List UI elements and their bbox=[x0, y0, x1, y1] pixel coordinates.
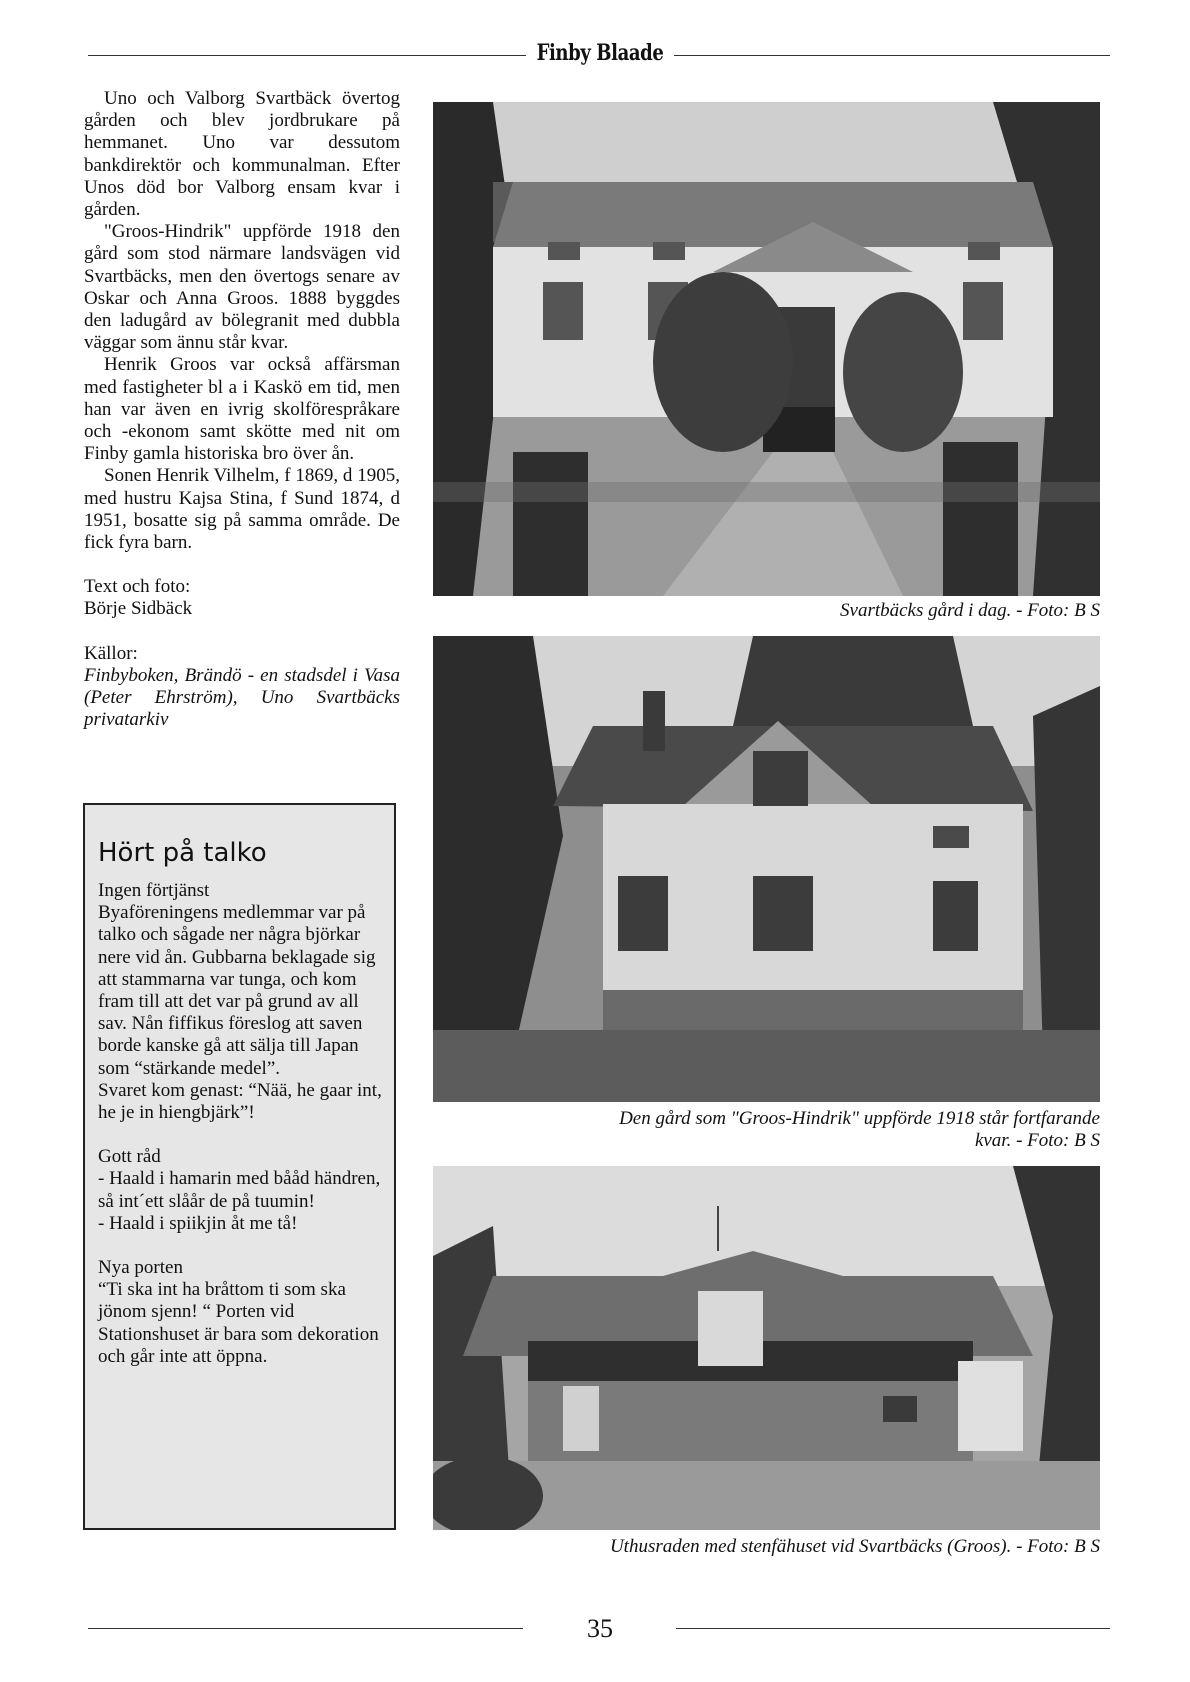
masthead: Finby Blaade bbox=[536, 40, 664, 66]
credits bbox=[84, 576, 400, 620]
footer-rule-left bbox=[88, 1628, 523, 1629]
article-paragraph: Henrik Groos var också affärsman med fastigheter bl a i Kaskö em tid, men han var även en ivrig skolförespråkare och -ekonom samt skötte med nit om Finby gamla historiska bro över ån. bbox=[84, 354, 400, 465]
photo-caption: Uthusraden med stenfähuset vid Svartbäcks (Groos). - Foto: B S bbox=[609, 1536, 1100, 1557]
talko-text: “Ti ska int ha bråttom ti som ska jönom sjenn! “ Porten vid Stationshuset är bara som dekoration och går inte att öppna. bbox=[98, 1279, 379, 1367]
talko-title: Hört på talko bbox=[98, 838, 267, 868]
photo-groos-hindrik-gard bbox=[433, 636, 1100, 1102]
sources-label: Källor: bbox=[84, 642, 138, 664]
talko-block bbox=[98, 880, 382, 1124]
talko-box bbox=[83, 803, 396, 1530]
house-photo-image bbox=[433, 102, 1100, 596]
header-rule-left bbox=[88, 55, 526, 56]
photo-uthusraden bbox=[433, 1166, 1100, 1530]
talko-text: Svaret kom genast: “Nää, he gaar int, he je in hiengbjärk”! bbox=[98, 1079, 382, 1124]
article-paragraph: Sonen Henrik Vilhelm, f 1869, d 1905, med hustru Kajsa Stina, f Sund 1874, d 1951, bosatte sig på samma område. De fick fyra barn. bbox=[84, 465, 400, 554]
talko-text: Byaföreningens medlemmar var på talko och sågade ner några björkar nere vid ån. Gubbarna beklagade sig att stammarna var tunga, och kom fram till att det var på grund av all sav. Nån fiffikus föreslog att saven borde kanske gå att sälja till Japan som “stärkande medel”. bbox=[98, 902, 376, 1079]
photo-svartbacks-gard bbox=[433, 102, 1100, 596]
talko-text: - Haald i hamarin med bååd händren, så int´ett slåår de på tuumin! bbox=[98, 1168, 381, 1212]
credit-name: Börje Sidbäck bbox=[84, 598, 193, 620]
photo-caption: Den gård som "Groos-Hindrik" uppförde 1918 står fortfarande kvar. - Foto: B S bbox=[619, 1108, 1100, 1151]
article-column bbox=[84, 88, 400, 731]
talko-heading: Gott råd bbox=[98, 1146, 161, 1168]
footer-rule-right bbox=[676, 1628, 1110, 1629]
talko-block bbox=[98, 1146, 382, 1235]
photo-caption: Svartbäcks gård i dag. - Foto: B S bbox=[840, 600, 1100, 621]
talko-heading: Nya porten bbox=[98, 1257, 183, 1279]
page-number: 35 bbox=[587, 1614, 613, 1643]
house-photo-image bbox=[433, 1166, 1100, 1530]
talko-text: - Haald i spiikjin åt me tå! bbox=[98, 1212, 298, 1234]
header-rule-right bbox=[674, 55, 1110, 56]
article-paragraph: "Groos-Hindrik" uppförde 1918 den gård som stod närmare landsvägen vid Svartbäcks, men den övertogs senare av Oskar och Anna Groos. 1888 byggdes den ladugård av bölegranit med dubbla väggar som ännu står kvar. bbox=[84, 221, 400, 354]
article-paragraph: Uno och Valborg Svartbäck övertog gården och blev jordbrukare på hemmanet. Uno var dessutom bankdirektör och kommunalman. Efter Unos död bor Valborg ensam kvar i gården. bbox=[84, 88, 400, 221]
house-photo-image bbox=[433, 636, 1100, 1102]
sources-text: Finbyboken, Brändö - en stadsdel i Vasa (Peter Ehrström), Uno Svartbäcks privatarkiv bbox=[84, 664, 400, 731]
sources bbox=[84, 643, 400, 732]
talko-block bbox=[98, 1257, 382, 1368]
talko-heading: Ingen förtjänst bbox=[98, 880, 210, 901]
credit-label: Text och foto: bbox=[84, 576, 191, 598]
